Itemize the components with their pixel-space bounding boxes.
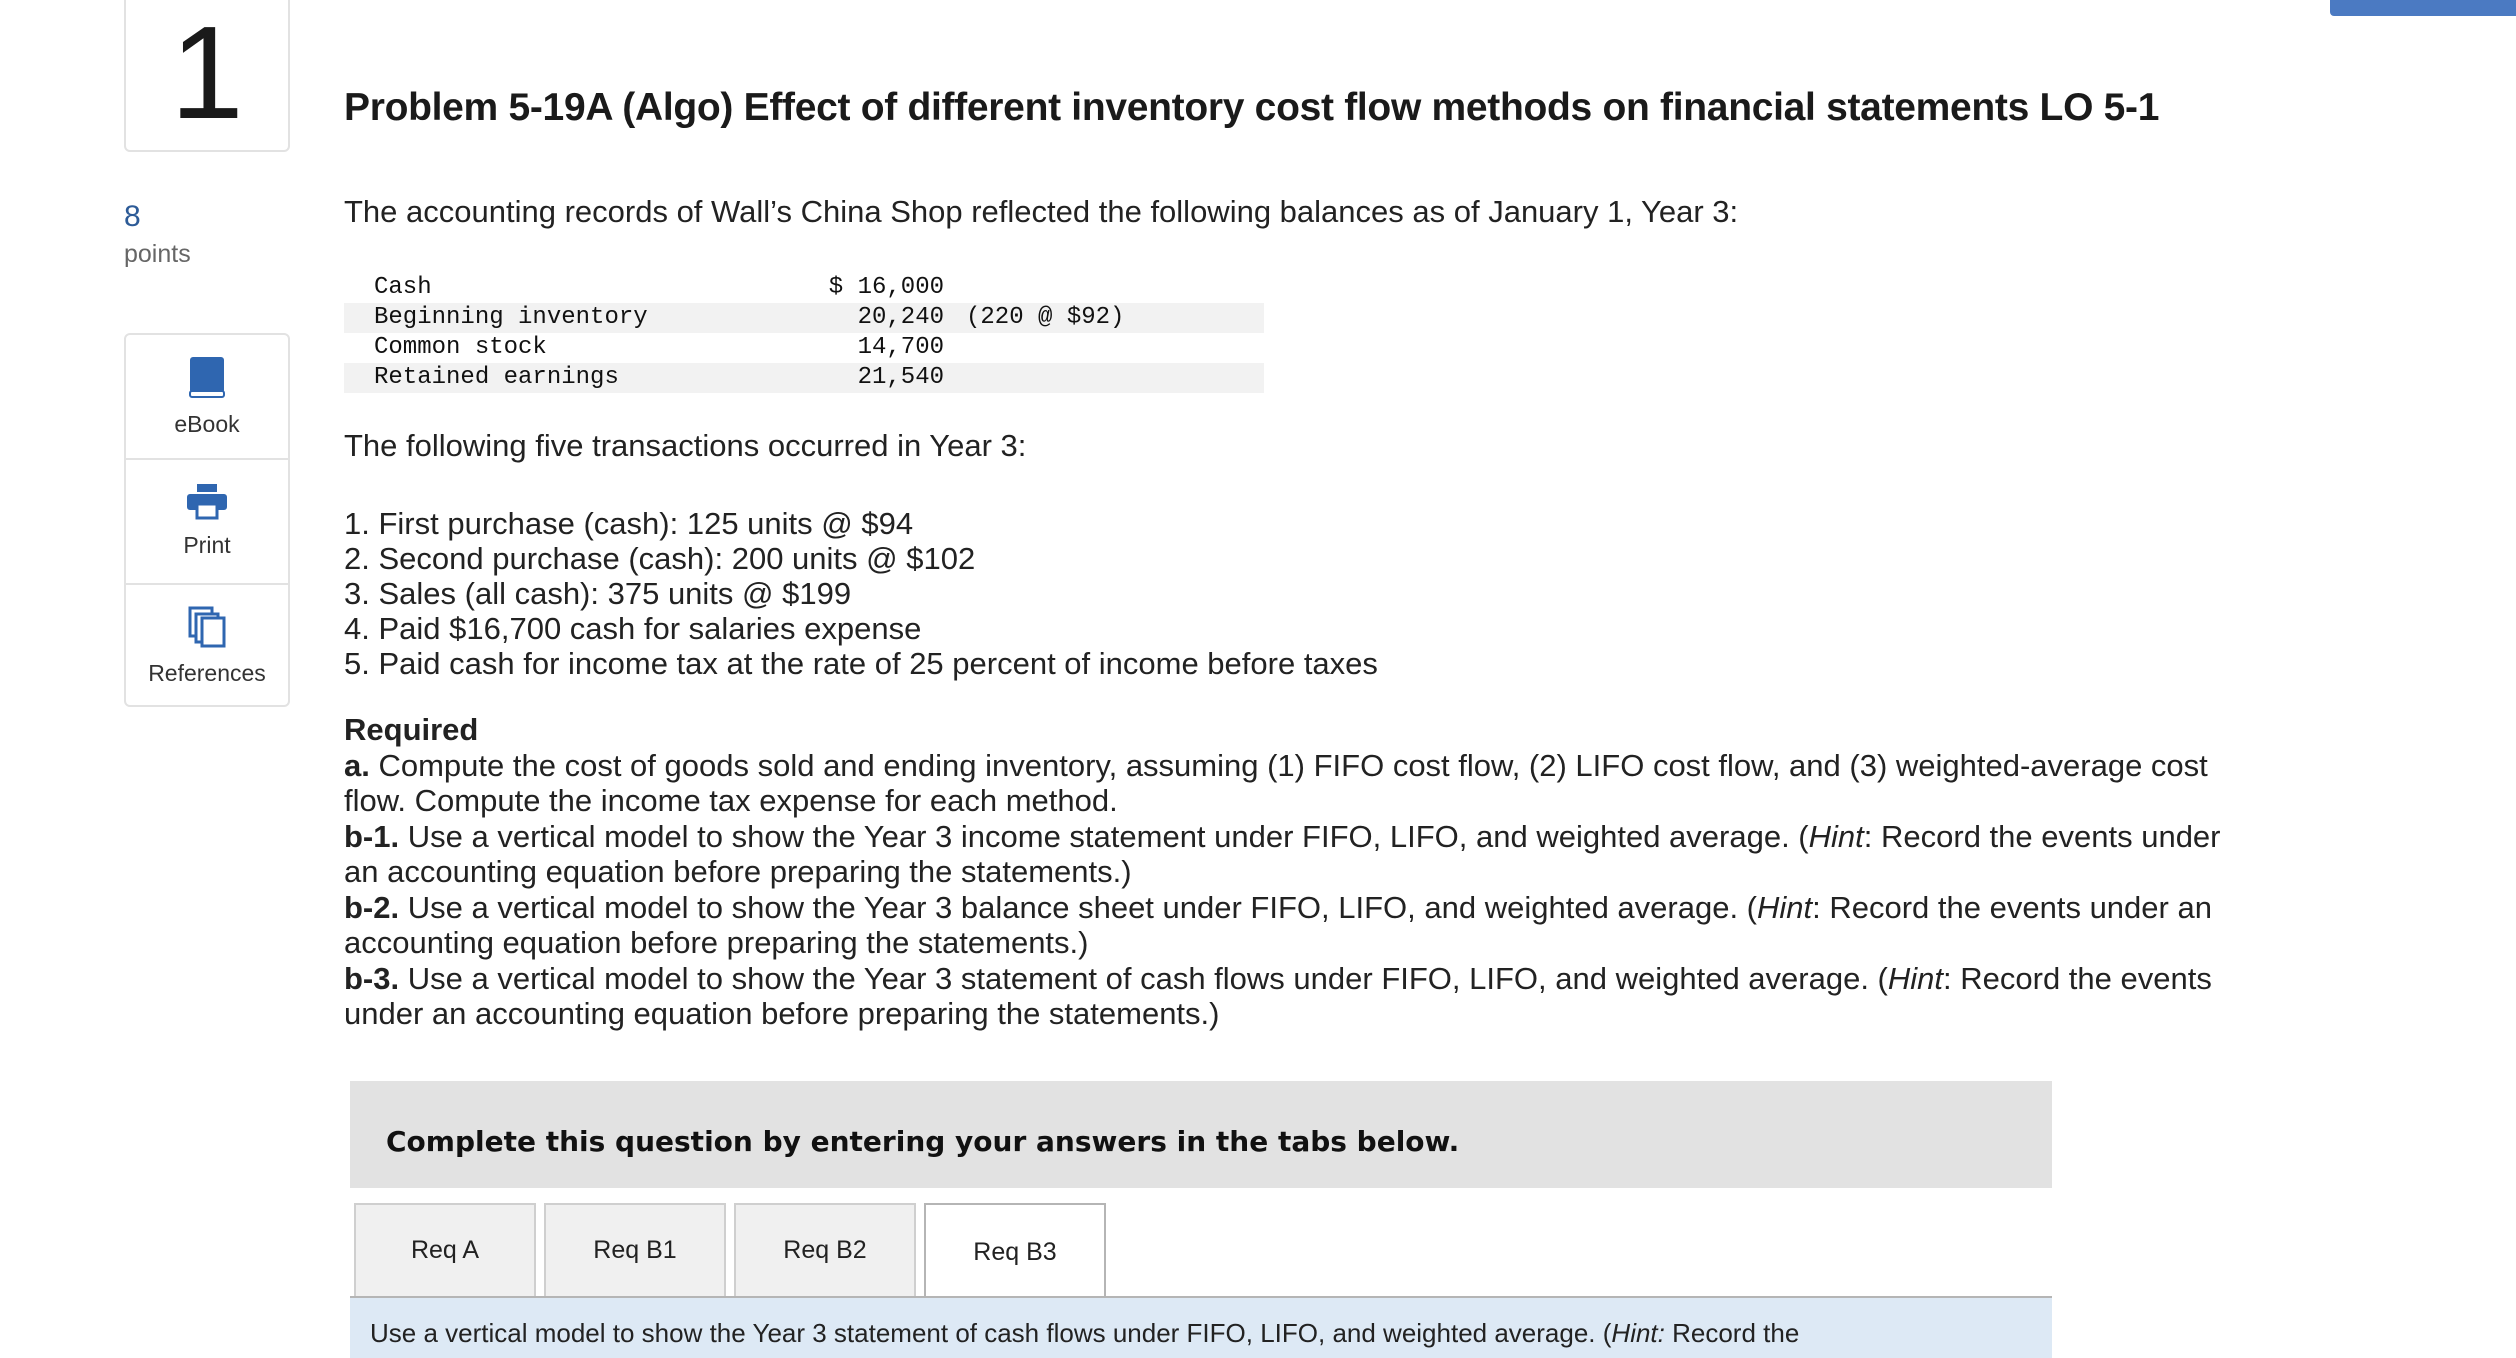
req-text: Use a vertical model to show the Year 3 statement of cash flows under FIFO, LIFO, and weighted average. (: [399, 960, 1888, 996]
req-label: b-2.: [344, 889, 400, 925]
points-value: 8: [124, 200, 141, 233]
complete-text: Complete this question by entering your answers in the tabs below.: [386, 1125, 1460, 1158]
balance-label: Retained earnings: [344, 363, 794, 393]
required-b1: [344, 819, 2234, 890]
problem-title: Problem 5-19A (Algo) Effect of different inventory cost flow methods on financial statements LO 5-1: [344, 86, 2160, 129]
balance-amount: 21,540: [794, 363, 944, 393]
hint-word: Hint: [1808, 818, 1864, 854]
list-item: 5. Paid cash for income tax at the rate of 25 percent of income before taxes: [344, 646, 1378, 681]
tab-req-a[interactable]: Req A: [354, 1203, 536, 1296]
required-b3: [344, 961, 2234, 1032]
balance-amount: 20,240: [794, 303, 944, 333]
req-text: Compute the cost of goods sold and ending inventory, assuming (1) FIFO cost flow, (2) LIFO cost flow, and (3) weighted-average cost flow. Compute the income tax expense for each method.: [344, 747, 2208, 818]
references-label: References: [148, 660, 266, 686]
transactions-list: [344, 506, 1378, 681]
complete-banner: [350, 1081, 2052, 1188]
references-icon: [188, 606, 226, 648]
question-number: 1: [170, 0, 244, 146]
instruction-bar: [350, 1298, 2052, 1358]
ebook-button[interactable]: [126, 335, 288, 460]
hint-text: : Record the events under an accounting equation before preparing the statements.): [344, 960, 2212, 1031]
tab-req-b1[interactable]: Req B1: [544, 1203, 726, 1296]
print-button[interactable]: [126, 460, 288, 585]
instruction-end: Record the: [1664, 1318, 1800, 1348]
problem-intro: The accounting records of Wall’s China Shop reflected the following balances as of January 1, Year 3:: [344, 194, 1739, 229]
balance-note: (220 @ $92): [944, 303, 1264, 333]
points-label: points: [124, 240, 191, 268]
hint-word: Hint: [1887, 960, 1944, 996]
tab-req-b2[interactable]: Req B2: [734, 1203, 916, 1296]
balance-note: [944, 273, 1264, 303]
required-a: [344, 748, 2234, 819]
balance-label: Beginning inventory: [344, 303, 794, 333]
required-heading: Required: [344, 712, 479, 747]
balance-note: [944, 333, 1264, 363]
book-icon: [188, 355, 226, 399]
req-text: Use a vertical model to show the Year 3 balance sheet under FIFO, LIFO, and weighted average. (: [399, 889, 1757, 925]
print-icon: [187, 484, 227, 520]
tools-panel: [124, 333, 290, 707]
balances-table: [344, 273, 1264, 393]
req-label: a.: [344, 747, 370, 783]
references-button[interactable]: [126, 585, 288, 708]
question-number-box: [124, 0, 290, 152]
top-action-button[interactable]: [2330, 0, 2516, 16]
req-label: b-1.: [344, 818, 400, 854]
tab-req-b3[interactable]: Req B3: [924, 1203, 1106, 1300]
req-text: Use a vertical model to show the Year 3 income statement under FIFO, LIFO, and weighted average. (: [399, 818, 1809, 854]
list-item: 2. Second purchase (cash): 200 units @ $102: [344, 541, 976, 576]
table-row: [344, 303, 1264, 333]
hint-text: : Record the events under an accounting equation before preparing the statements.): [344, 889, 2212, 960]
table-row: [344, 333, 1264, 363]
print-label: Print: [183, 532, 231, 558]
table-row: [344, 363, 1264, 393]
list-item: 3. Sales (all cash): 375 units @ $199: [344, 576, 852, 611]
instruction-text: [370, 1318, 1799, 1349]
hint-word: Hint: [1757, 889, 1813, 925]
list-item: 1. First purchase (cash): 125 units @ $94: [344, 506, 914, 541]
list-item: 4. Paid $16,700 cash for salaries expense: [344, 611, 922, 646]
instruction-start: Use a vertical model to show the Year 3 statement of cash flows under FIFO, LIFO, and weighted average. (: [370, 1318, 1612, 1348]
hint-text: : Record the events under an accounting equation before preparing the statements.): [344, 818, 2221, 889]
balance-label: Common stock: [374, 334, 547, 361]
req-label: b-3.: [344, 960, 400, 996]
balance-label: Cash: [374, 274, 432, 301]
table-row: [344, 273, 1264, 303]
balance-amount: $ 16,000: [828, 274, 944, 301]
balance-note: [944, 363, 1264, 393]
instruction-hint: Hint:: [1611, 1318, 1665, 1348]
required-b2: [344, 890, 2234, 961]
ebook-label: eBook: [174, 411, 240, 437]
required-section: [344, 712, 2234, 1032]
balance-amount: 14,700: [857, 334, 944, 361]
transactions-intro: The following five transactions occurred in Year 3:: [344, 428, 1027, 463]
